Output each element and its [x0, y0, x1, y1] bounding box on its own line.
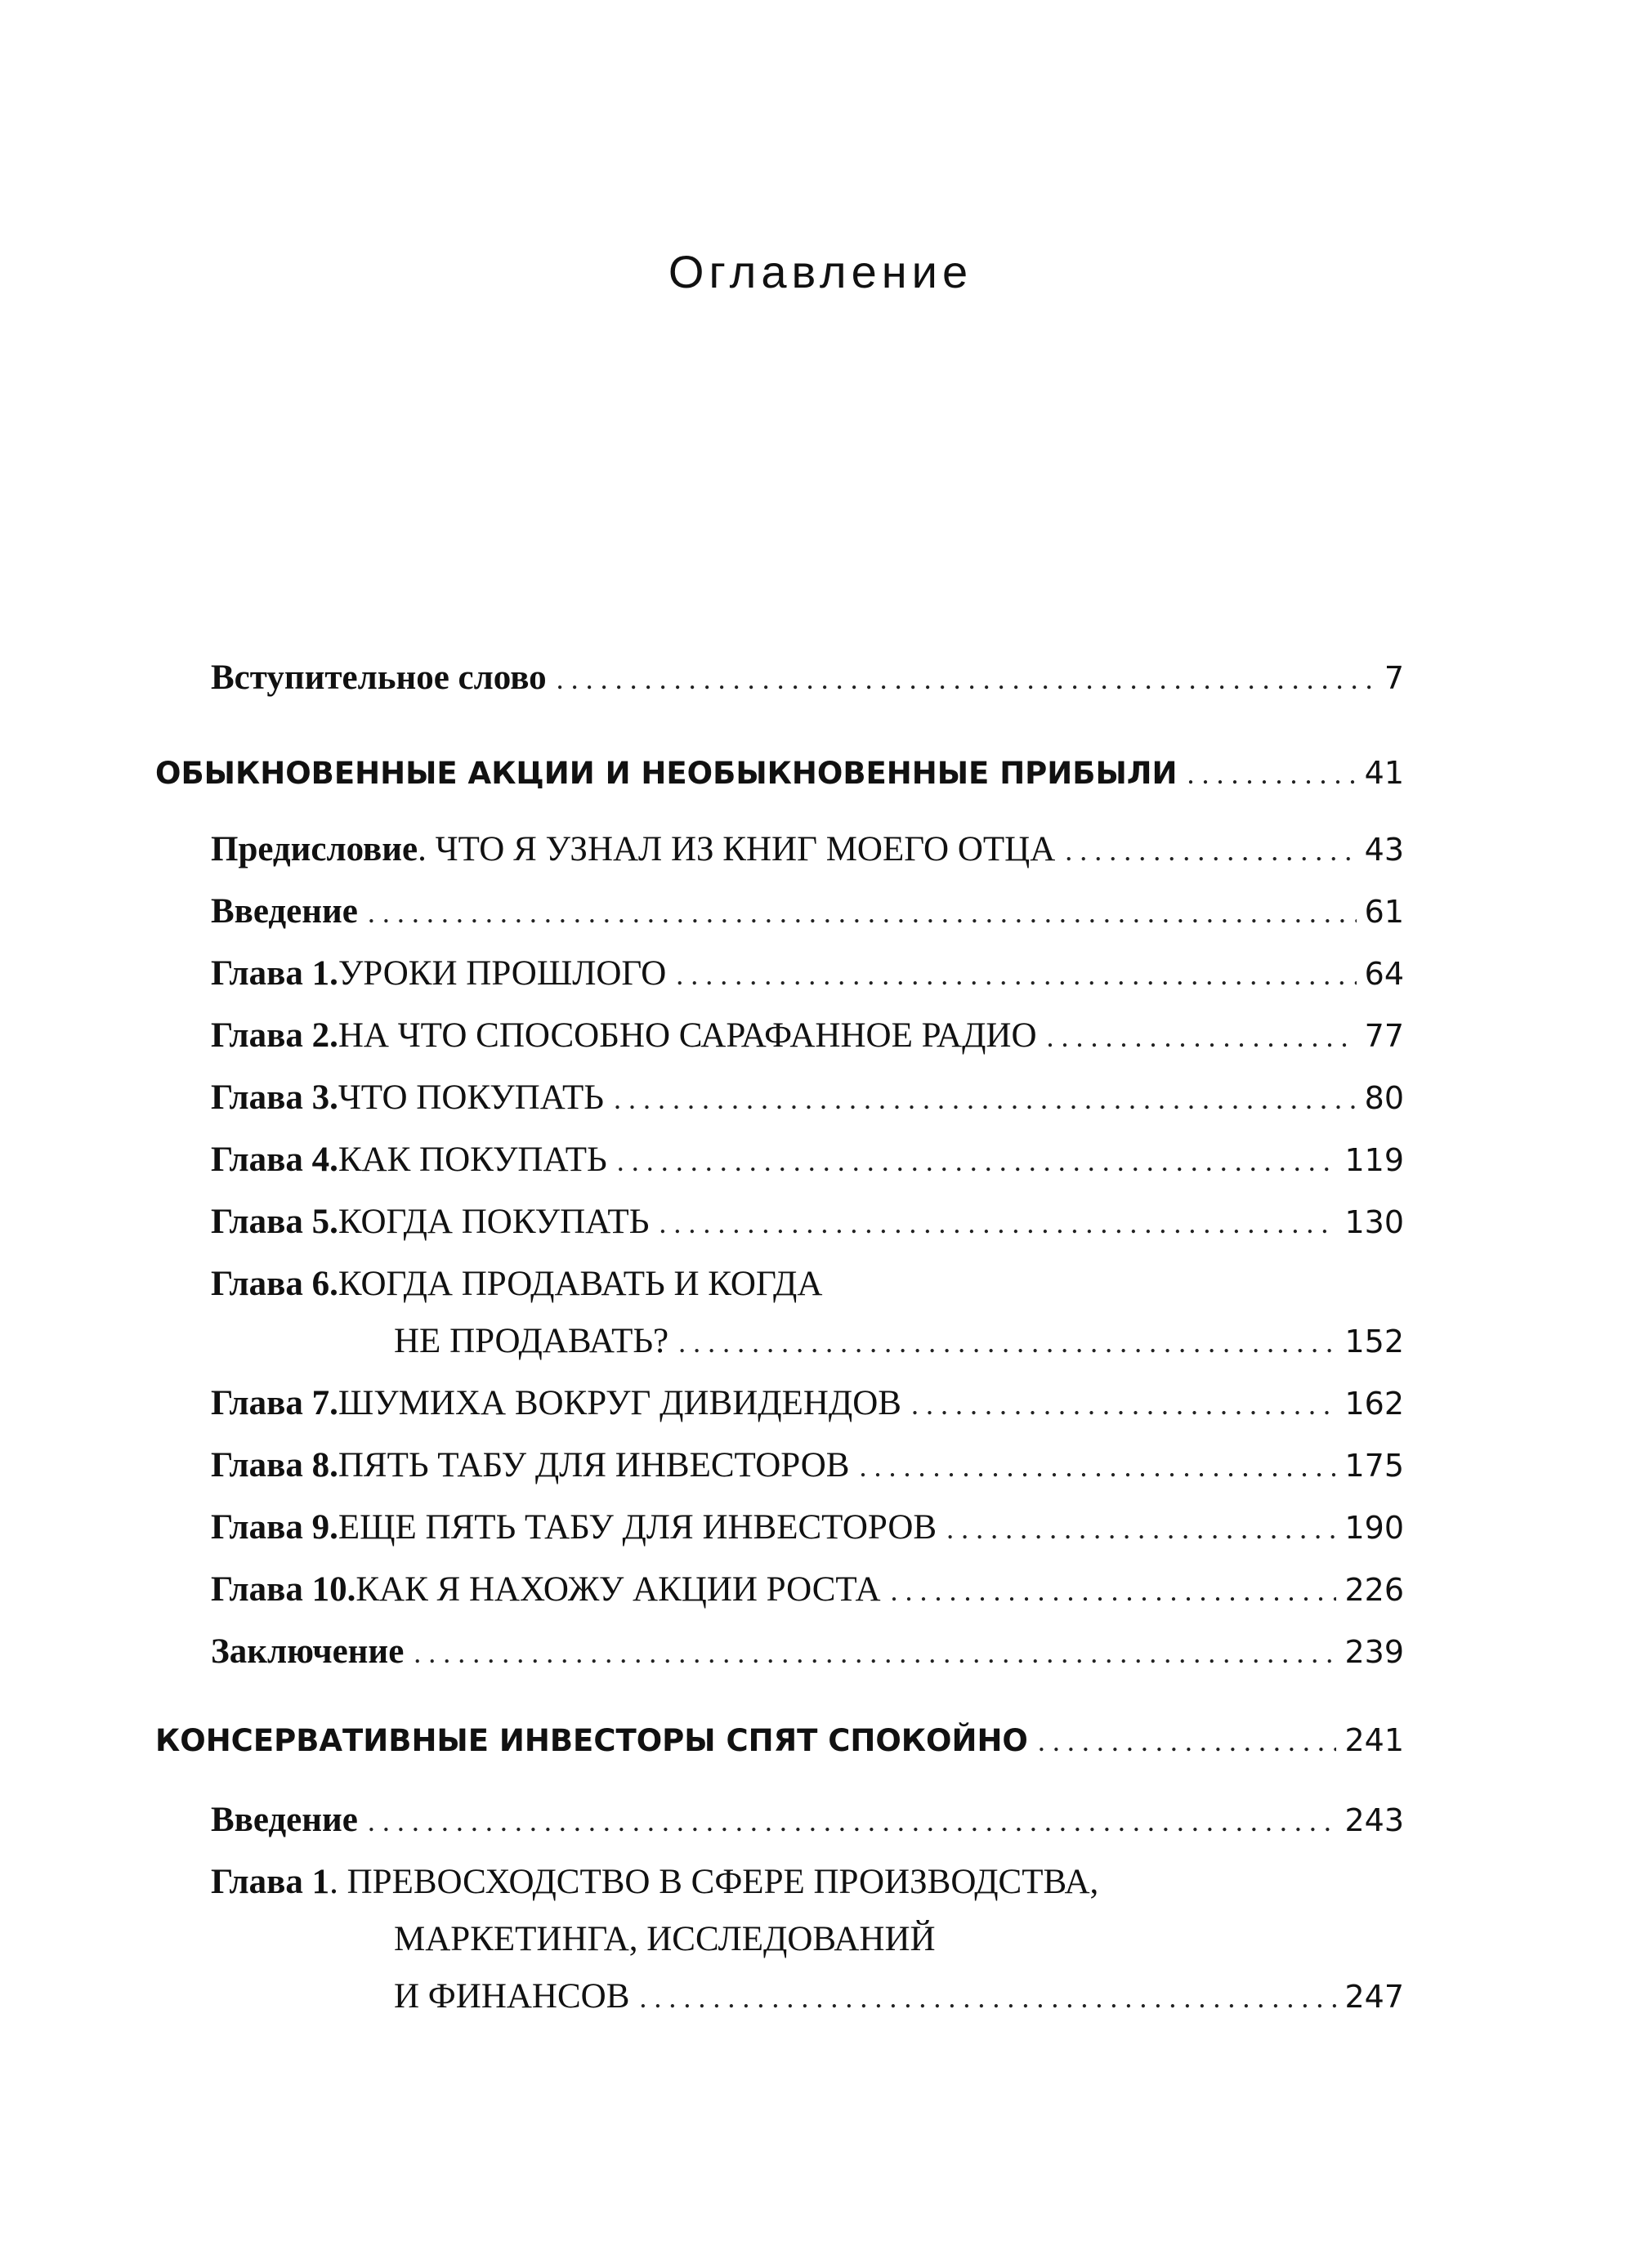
dot-leader — [368, 888, 1357, 937]
toc-title: ЧТО ПОКУПАТЬ — [338, 1078, 604, 1117]
toc-page-number: 41 — [1364, 755, 1404, 791]
toc-label: Глава 3. — [211, 1078, 338, 1117]
dot-leader — [1065, 826, 1356, 875]
toc-entry-part2-chapter-1 — [211, 1858, 1404, 1907]
toc-title-continuation: И ФИНАНСОВ — [394, 1977, 630, 2016]
toc-entry-chapter-5 — [211, 1198, 1404, 1247]
toc-entry-chapter-1 — [211, 949, 1404, 998]
dot-leader — [414, 1628, 1336, 1677]
toc-title: ПЯТЬ ТАБУ ДЛЯ ИНВЕСТОРОВ — [338, 1446, 850, 1484]
toc-title: КОГДА ПРОДАВАТЬ И КОГДА — [338, 1265, 823, 1303]
toc-label: Предисловие — [211, 830, 418, 868]
dot-leader — [911, 1380, 1336, 1429]
toc-part-label: ОБЫКНОВЕННЫЕ АКЦИИ И НЕОБЫКНОВЕННЫЕ ПРИБЫЛИ — [155, 756, 1178, 791]
toc-entry-chapter-8 — [211, 1441, 1404, 1490]
toc-page-number: 190 — [1344, 1510, 1404, 1546]
toc-title-continuation: МАРКЕТИНГА, ИССЛЕДОВАНИЙ — [394, 1920, 936, 1958]
toc-page-number: 130 — [1344, 1204, 1404, 1240]
toc-label: Введение — [211, 892, 358, 931]
toc-entry-chapter-3 — [211, 1074, 1404, 1123]
toc-entry-chapter-6-cont — [394, 1317, 1404, 1366]
toc-entry-intro-2 — [211, 1796, 1404, 1845]
dot-leader — [639, 1973, 1336, 2022]
toc-label: Глава 10. — [211, 1570, 356, 1609]
dot-leader — [1047, 1012, 1357, 1061]
toc-label: Глава 9. — [211, 1508, 338, 1547]
toc-page-number: 152 — [1344, 1324, 1404, 1359]
toc-title: УРОКИ ПРОШЛОГО — [338, 954, 667, 993]
toc-page-number: 64 — [1364, 956, 1404, 992]
toc-title-continuation: НЕ ПРОДАВАТЬ? — [394, 1322, 669, 1360]
toc-page-number: 80 — [1364, 1080, 1404, 1116]
toc-page-number: 43 — [1364, 832, 1404, 868]
toc-label: Глава 5. — [211, 1203, 338, 1241]
toc-label: Глава 4. — [211, 1141, 338, 1179]
toc-page-number: 239 — [1344, 1634, 1404, 1670]
dot-leader — [557, 654, 1376, 703]
toc-title: . ПРЕВОСХОДСТВО В СФЕРЕ ПРОИЗВОДСТВА, — [329, 1863, 1099, 1901]
dot-leader — [617, 1136, 1337, 1185]
toc-page-number: 7 — [1384, 660, 1404, 696]
toc-title: КОГДА ПОКУПАТЬ — [338, 1203, 650, 1241]
dot-leader — [678, 1318, 1336, 1367]
toc-label: Глава 1 — [211, 1863, 330, 1901]
dot-leader — [659, 1199, 1336, 1248]
toc-entry-chapter-6 — [211, 1260, 1404, 1309]
toc-part-1 — [155, 748, 1404, 797]
toc-page-number: 226 — [1344, 1572, 1404, 1608]
toc-label: Вступительное слово — [211, 659, 547, 697]
toc-label: Введение — [211, 1801, 358, 1839]
toc-page-number: 119 — [1344, 1142, 1404, 1178]
toc-label: Заключение — [211, 1632, 405, 1671]
dot-leader — [676, 950, 1356, 999]
toc-entry-conclusion — [211, 1627, 1404, 1676]
toc-entry-chapter-2 — [211, 1011, 1404, 1060]
toc-label: Глава 1. — [211, 954, 338, 993]
toc-title: КАК ПОКУПАТЬ — [338, 1141, 607, 1179]
toc-label: Глава 6. — [211, 1265, 338, 1303]
toc-page-number: 247 — [1344, 1979, 1404, 2015]
dot-leader — [891, 1566, 1337, 1615]
toc-title: КАК Я НАХОЖУ АКЦИИ РОСТА — [355, 1570, 881, 1609]
toc-entry-foreword — [211, 654, 1404, 703]
dot-leader — [368, 1797, 1337, 1846]
toc-title: НА ЧТО СПОСОБНО САРАФАННОЕ РАДИО — [338, 1016, 1037, 1055]
dot-leader — [946, 1504, 1336, 1553]
toc-page-number: 175 — [1344, 1448, 1404, 1484]
toc-entry-chapter-4 — [211, 1136, 1404, 1185]
toc-page-number: 243 — [1344, 1802, 1404, 1838]
toc-page-number: 77 — [1364, 1018, 1404, 1054]
dot-leader — [859, 1442, 1336, 1491]
toc-entry-intro — [211, 887, 1404, 936]
toc-page-number: 241 — [1344, 1722, 1404, 1758]
toc-title: . ЧТО Я УЗНАЛ ИЗ КНИГ МОЕГО ОТЦА — [418, 830, 1056, 868]
toc-page-number: 61 — [1364, 894, 1404, 930]
toc-entry-chapter-9 — [211, 1503, 1404, 1552]
dot-leader — [614, 1074, 1357, 1123]
toc-entry-chapter-10 — [211, 1565, 1404, 1614]
toc-entry-chapter-7 — [211, 1379, 1404, 1428]
toc-label: Глава 2. — [211, 1016, 338, 1055]
page-title: Оглавление — [668, 246, 973, 297]
toc-title: ШУМИХА ВОКРУГ ДИВИДЕНДОВ — [338, 1384, 901, 1422]
dot-leader — [1038, 1717, 1337, 1766]
toc-label: Глава 8. — [211, 1446, 338, 1484]
toc-page-number: 162 — [1344, 1386, 1404, 1422]
dot-leader — [1187, 749, 1357, 798]
toc-part-2 — [155, 1716, 1404, 1765]
toc-title: ЕЩЕ ПЯТЬ ТАБУ ДЛЯ ИНВЕСТОРОВ — [338, 1508, 937, 1547]
toc-entry-part2-chapter-1-cont — [394, 1972, 1404, 2021]
toc-part-label: КОНСЕРВАТИВНЫЕ ИНВЕСТОРЫ СПЯТ СПОКОЙНО — [155, 1723, 1028, 1758]
toc-entry-preface — [211, 825, 1404, 874]
toc-label: Глава 7. — [211, 1384, 338, 1422]
